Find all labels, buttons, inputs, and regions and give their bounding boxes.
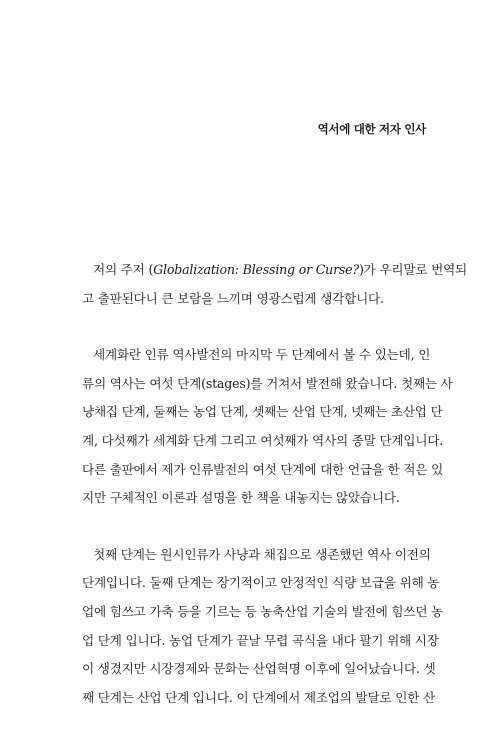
text-line: 계, 다섯째가 세계화 단계 그리고 여섯째가 역사의 종말 단계입니다. xyxy=(82,432,444,448)
text-line: 세계화란 인류 역사발전의 마지막 두 단계에서 볼 수 있는데, 인 xyxy=(93,347,431,363)
text-line: 다른 출판에서 제가 인류발전의 여섯 단계에 대한 언급을 한 적은 있 xyxy=(82,461,444,477)
text-line: 첫째 단계는 원시인류가 사냥과 채집으로 생존했던 역사 이전의 xyxy=(93,546,431,562)
text-line: 고 출판된다니 큰 보람을 느끼며 영광스럽게 생각합니다. xyxy=(82,290,384,306)
text-line: 류의 역사는 여섯 단계(stages)를 거쳐서 발전해 왔습니다. 첫째는 사 xyxy=(82,375,453,391)
paragraph-3 xyxy=(82,541,444,713)
text-line: 저의 주저 (Globalization: Blessing or Curse?)가 우리말로 번역되 xyxy=(93,262,468,277)
body-text xyxy=(82,256,468,712)
text-line: 냥채집 단계, 둘째는 농업 단계, 셋째는 산업 단계, 넷째는 초산업 단 xyxy=(82,404,443,420)
section-title: 역서에 대한 저자 인사 xyxy=(317,122,426,136)
text-line: 업에 힘쓰고 가축 등을 기르는 등 농축산업 기술의 발전에 힘쓰던 농 xyxy=(82,603,444,619)
text-line: 지만 구체적인 이론과 설명을 한 책을 내놓지는 않았습니다. xyxy=(82,490,400,506)
text-line: 째 단계는 산업 단계 입니다. 이 단계에서 제조업의 발달로 인한 산 xyxy=(82,689,435,705)
text-line: 이 생겼지만 시장경제와 문화는 산업혁명 이후에 일어났습니다. 셋 xyxy=(82,661,436,677)
paragraph-1 xyxy=(82,256,468,313)
paragraph-2 xyxy=(82,341,453,513)
text-line: 업 단계 입니다. 농업 단계가 끝날 무렵 곡식을 내다 팔기 위해 시장 xyxy=(82,632,439,648)
text-line: 단계입니다. 둘째 단계는 장기적이고 안정적인 식량 보급을 위해 농 xyxy=(82,575,440,591)
